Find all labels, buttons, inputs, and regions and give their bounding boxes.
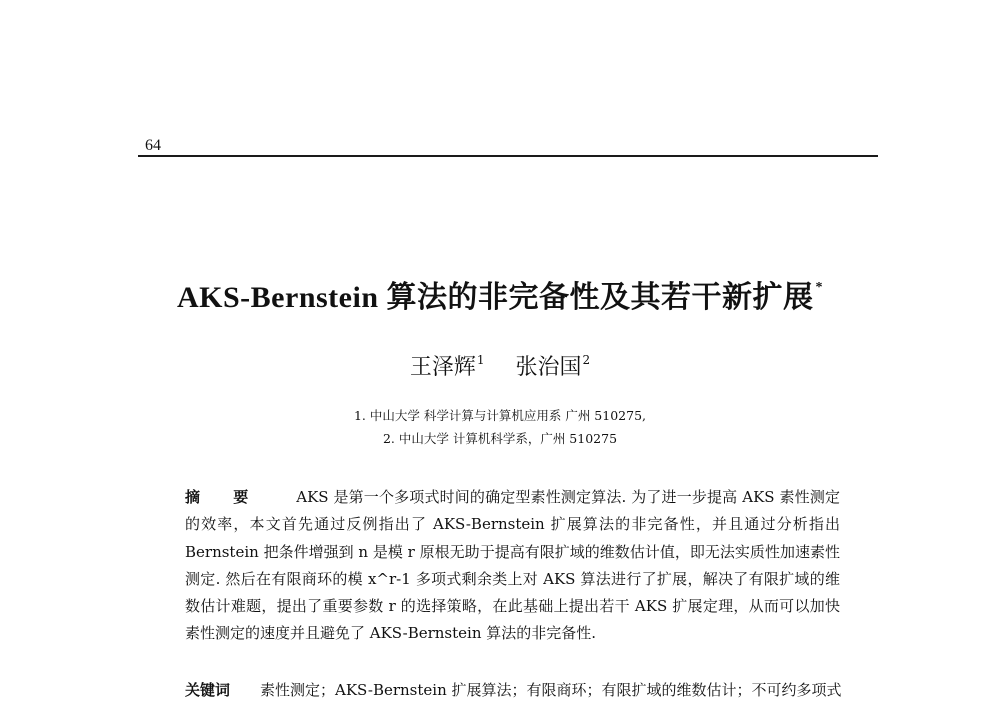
author-affil-mark: 1 (476, 353, 485, 367)
affiliation-1: 1. 中山大学 科学计算与计算机应用系 广州 510275, (353, 408, 646, 423)
affiliation-2: 2. 中山大学 计算机科学系，广州 510275 (382, 431, 618, 446)
header-rule (138, 155, 878, 157)
author-1 (410, 350, 485, 381)
author-name: 王泽辉 (409, 355, 476, 380)
paper-title (0, 272, 1000, 316)
author-2 (516, 350, 591, 381)
title-footnote-mark: * (815, 280, 823, 295)
abstract (185, 484, 840, 648)
keywords-text: 素性测定；AKS-Bernstein 扩展算法；有限商环；有限扩域的维数估计；不可约多项式 (260, 681, 842, 699)
abstract-label: 摘 要 (185, 488, 263, 506)
author-list (0, 350, 1000, 381)
page-number: 64 (145, 137, 161, 154)
keywords (185, 678, 845, 703)
author-affil-mark: 2 (582, 353, 591, 367)
author-name: 张治国 (515, 355, 582, 380)
title-text: AKS-Bernstein 算法的非完备性及其若干新扩展 (177, 281, 814, 314)
abstract-text: AKS 是第一个多项式时间的确定型素性测定算法. 为了进一步提高 AKS 素性测定的效率，本文首先通过反例指出了 AKS-Bernstein 扩展算法的非完备性，并且通过分析指出 Bernstein 把条件增强到 n 是模 r 原根无助于提高有限扩域的维数估计值，即无法实质性加速素性测定. 然后在有限商环的模 x^r-1 多项式剩余类上对 AKS 算法进行了扩展，解决了有限扩域的维数估计难题，提出了重要参数 r 的选择策略，在此基础上提出若干 AKS 扩展定理，从而可以加快素性测定的速度并且避免了 AKS-Bernstein 算法的非完备性. (185, 488, 840, 643)
keywords-label: 关键词 (185, 681, 231, 699)
